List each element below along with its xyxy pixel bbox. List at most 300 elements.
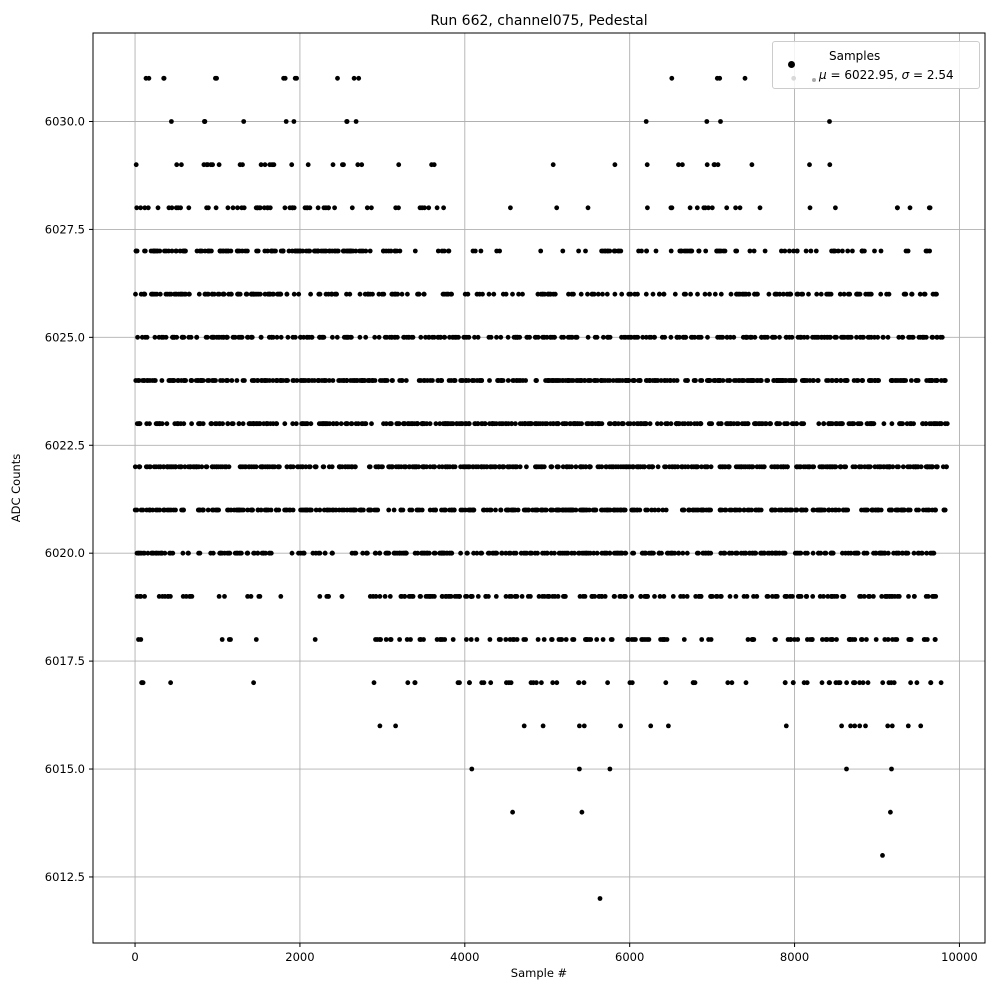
- scatter-point: [856, 551, 861, 556]
- scatter-point: [914, 378, 919, 383]
- scatter-point: [725, 680, 730, 685]
- scatter-point: [811, 551, 816, 556]
- scatter-point: [699, 594, 704, 599]
- scatter-point: [291, 378, 296, 383]
- scatter-point: [686, 421, 691, 426]
- scatter-point: [555, 464, 560, 469]
- scatter-point: [928, 205, 933, 210]
- x-tick-label: 6000: [615, 950, 645, 964]
- scatter-point: [644, 335, 649, 340]
- scatter-point: [582, 378, 587, 383]
- scatter-point: [565, 378, 570, 383]
- scatter-point: [769, 464, 774, 469]
- scatter-point: [580, 810, 585, 815]
- scatter-point: [578, 378, 583, 383]
- scatter-point: [386, 464, 391, 469]
- scatter-point: [570, 508, 575, 513]
- scatter-point: [369, 421, 374, 426]
- scatter-point: [389, 249, 394, 254]
- scatter-point: [647, 378, 652, 383]
- scatter-point: [833, 205, 838, 210]
- scatter-point: [579, 508, 584, 513]
- scatter-point: [696, 551, 701, 556]
- scatter-point: [550, 680, 555, 685]
- scatter-point: [459, 508, 464, 513]
- scatter-point: [821, 594, 826, 599]
- scatter-point: [499, 421, 504, 426]
- scatter-point: [534, 421, 539, 426]
- scatter-point: [134, 162, 139, 167]
- scatter-point: [659, 378, 664, 383]
- scatter-point: [734, 464, 739, 469]
- scatter-point: [612, 249, 617, 254]
- scatter-point: [421, 464, 426, 469]
- scatter-point: [436, 249, 441, 254]
- scatter-point: [226, 421, 231, 426]
- scatter-point: [693, 464, 698, 469]
- scatter-point: [181, 508, 186, 513]
- scatter-point: [638, 421, 643, 426]
- scatter-point: [696, 335, 701, 340]
- scatter-point: [172, 421, 177, 426]
- scatter-point: [734, 594, 739, 599]
- scatter-point: [236, 335, 241, 340]
- scatter-point: [868, 292, 873, 297]
- scatter-point: [325, 508, 330, 513]
- scatter-point: [339, 421, 344, 426]
- scatter-point: [619, 551, 624, 556]
- scatter-point: [304, 249, 309, 254]
- scatter-point: [281, 76, 286, 81]
- scatter-point: [575, 335, 580, 340]
- scatter-point: [933, 508, 938, 513]
- scatter-point: [561, 335, 566, 340]
- scatter-point: [511, 637, 516, 642]
- scatter-point: [803, 508, 808, 513]
- scatter-point: [235, 378, 240, 383]
- scatter-point: [254, 637, 259, 642]
- scatter-point: [897, 551, 902, 556]
- scatter-point: [921, 421, 926, 426]
- scatter-point: [203, 249, 208, 254]
- scatter-point: [313, 637, 318, 642]
- scatter-point: [906, 508, 911, 513]
- scatter-point: [759, 378, 764, 383]
- scatter-point: [590, 292, 595, 297]
- scatter-point: [337, 464, 342, 469]
- scatter-point: [723, 249, 728, 254]
- scatter-point: [350, 551, 355, 556]
- scatter-point: [475, 378, 480, 383]
- scatter-point: [534, 680, 539, 685]
- chart-title: Run 662, channel075, Pedestal: [430, 13, 648, 29]
- scatter-point: [353, 249, 358, 254]
- scatter-point: [598, 896, 603, 901]
- scatter-point: [743, 464, 748, 469]
- scatter-point: [806, 292, 811, 297]
- scatter-point: [197, 292, 202, 297]
- scatter-point: [886, 335, 891, 340]
- scatter-point: [324, 594, 329, 599]
- scatter-point: [812, 335, 817, 340]
- scatter-point: [754, 508, 759, 513]
- scatter-point: [164, 249, 169, 254]
- scatter-point: [508, 205, 513, 210]
- scatter-point: [669, 76, 674, 81]
- scatter-point: [197, 421, 202, 426]
- scatter-point: [688, 292, 693, 297]
- scatter-point: [142, 378, 147, 383]
- scatter-point: [699, 464, 704, 469]
- scatter-point: [863, 292, 868, 297]
- scatter-point: [679, 249, 684, 254]
- scatter-point: [698, 508, 703, 513]
- scatter-point: [924, 464, 929, 469]
- scatter-point: [528, 551, 533, 556]
- scatter-point: [416, 292, 421, 297]
- scatter-point: [266, 464, 271, 469]
- scatter-point: [134, 249, 139, 254]
- scatter-point: [378, 594, 383, 599]
- scatter-point: [418, 594, 423, 599]
- scatter-point: [463, 335, 468, 340]
- scatter-point: [196, 551, 201, 556]
- scatter-point: [783, 680, 788, 685]
- scatter-point: [200, 508, 205, 513]
- scatter-point: [683, 335, 688, 340]
- scatter-point: [890, 724, 895, 729]
- scatter-point: [403, 464, 408, 469]
- x-tick-label: 10000: [941, 950, 978, 964]
- scatter-point: [476, 594, 481, 599]
- scatter-point: [545, 335, 550, 340]
- scatter-point: [506, 378, 511, 383]
- scatter-point: [855, 292, 860, 297]
- scatter-point: [470, 464, 475, 469]
- scatter-point: [302, 551, 307, 556]
- scatter-point: [719, 508, 724, 513]
- scatter-point: [805, 464, 810, 469]
- scatter-point: [326, 205, 331, 210]
- scatter-point: [534, 378, 539, 383]
- scatter-point: [733, 205, 738, 210]
- scatter-point: [263, 551, 268, 556]
- scatter-point: [229, 378, 234, 383]
- scatter-point: [889, 508, 894, 513]
- scatter-point: [263, 162, 268, 167]
- scatter-point: [709, 464, 714, 469]
- scatter-point: [505, 508, 510, 513]
- scatter-point: [638, 464, 643, 469]
- scatter-point: [296, 464, 301, 469]
- scatter-point: [279, 335, 284, 340]
- scatter-point: [805, 378, 810, 383]
- scatter-point: [376, 464, 381, 469]
- scatter-point: [645, 162, 650, 167]
- scatter-point: [469, 637, 474, 642]
- scatter-point: [498, 637, 503, 642]
- scatter-point: [704, 119, 709, 124]
- x-tick-label: 4000: [450, 950, 480, 964]
- scatter-point: [418, 637, 423, 642]
- scatter-point: [626, 421, 631, 426]
- scatter-point: [622, 335, 627, 340]
- scatter-point: [916, 551, 921, 556]
- scatter-point: [654, 249, 659, 254]
- scatter-point: [856, 378, 861, 383]
- scatter-point: [644, 249, 649, 254]
- scatter-point: [289, 162, 294, 167]
- scatter-point: [476, 421, 481, 426]
- scatter-point: [205, 378, 210, 383]
- scatter-point: [150, 378, 155, 383]
- scatter-point: [572, 421, 577, 426]
- scatter-point: [509, 680, 514, 685]
- scatter-point: [436, 335, 441, 340]
- y-tick-label: 6027.5: [44, 222, 85, 237]
- scatter-point: [515, 637, 520, 642]
- scatter-point: [864, 508, 869, 513]
- scatter-point: [322, 421, 327, 426]
- scatter-point: [653, 378, 658, 383]
- scatter-point: [256, 508, 261, 513]
- scatter-point: [384, 637, 389, 642]
- scatter-point: [239, 508, 244, 513]
- scatter-point: [501, 378, 506, 383]
- scatter-point: [195, 249, 200, 254]
- scatter-point: [536, 637, 541, 642]
- scatter-point: [533, 551, 538, 556]
- scatter-point: [682, 292, 687, 297]
- scatter-point: [859, 464, 864, 469]
- scatter-point: [659, 551, 664, 556]
- scatter-point: [599, 249, 604, 254]
- scatter-point: [635, 508, 640, 513]
- scatter-point: [137, 378, 142, 383]
- scatter-point: [408, 594, 413, 599]
- scatter-point: [400, 292, 405, 297]
- scatter-point: [827, 162, 832, 167]
- scatter-point: [930, 335, 935, 340]
- scatter-point: [392, 508, 397, 513]
- scatter-point: [599, 464, 604, 469]
- scatter-point: [896, 335, 901, 340]
- scatter-point: [924, 594, 929, 599]
- scatter-point: [586, 335, 591, 340]
- scatter-point: [838, 378, 843, 383]
- scatter-point: [349, 464, 354, 469]
- scatter-point: [354, 119, 359, 124]
- scatter-point: [789, 378, 794, 383]
- scatter-point: [404, 378, 409, 383]
- scatter-point: [471, 551, 476, 556]
- scatter-point: [186, 205, 191, 210]
- scatter-point: [718, 119, 723, 124]
- scatter-point: [483, 421, 488, 426]
- scatter-point: [613, 162, 618, 167]
- scatter-point: [811, 508, 816, 513]
- scatter-point: [887, 292, 892, 297]
- scatter-point: [399, 594, 404, 599]
- scatter-point: [346, 249, 351, 254]
- scatter-point: [189, 421, 194, 426]
- scatter-point: [814, 249, 819, 254]
- scatter-point: [432, 464, 437, 469]
- scatter-point: [511, 464, 516, 469]
- scatter-point: [205, 464, 210, 469]
- scatter-point: [624, 464, 629, 469]
- scatter-point: [553, 594, 558, 599]
- scatter-point: [590, 594, 595, 599]
- scatter-point: [449, 292, 454, 297]
- scatter-point: [239, 205, 244, 210]
- scatter-point: [389, 637, 394, 642]
- scatter-point: [186, 551, 191, 556]
- scatter-point: [407, 335, 412, 340]
- scatter-point: [535, 464, 540, 469]
- scatter-point: [457, 680, 462, 685]
- y-tick-label: 6012.5: [44, 869, 85, 884]
- scatter-point: [529, 680, 534, 685]
- scatter-point: [681, 508, 686, 513]
- y-axis-label: ADC Counts: [9, 453, 23, 523]
- scatter-point: [262, 249, 267, 254]
- scatter-point: [539, 680, 544, 685]
- scatter-point: [344, 421, 349, 426]
- scatter-point: [895, 594, 900, 599]
- scatter-point: [396, 464, 401, 469]
- scatter-point: [521, 378, 526, 383]
- scatter-point: [868, 378, 873, 383]
- scatter-point: [349, 421, 354, 426]
- scatter-point: [296, 292, 301, 297]
- scatter-point: [428, 378, 433, 383]
- scatter-point: [133, 508, 138, 513]
- scatter-point: [791, 680, 796, 685]
- scatter-point: [918, 724, 923, 729]
- scatter-point: [814, 292, 819, 297]
- scatter-point: [224, 249, 229, 254]
- scatter-point: [582, 724, 587, 729]
- scatter-point: [463, 292, 468, 297]
- scatter-point: [499, 551, 504, 556]
- scatter-point: [718, 464, 723, 469]
- scatter-point: [356, 76, 361, 81]
- scatter-point: [738, 205, 743, 210]
- scatter-point: [579, 292, 584, 297]
- scatter-point: [249, 292, 254, 297]
- scatter-point: [708, 421, 713, 426]
- scatter-point: [864, 637, 869, 642]
- scatter-point: [413, 551, 418, 556]
- scatter-point: [872, 249, 877, 254]
- scatter-point: [625, 637, 630, 642]
- scatter-point: [498, 335, 503, 340]
- scatter-point: [144, 464, 149, 469]
- scatter-point: [819, 508, 824, 513]
- scatter-point: [251, 378, 256, 383]
- scatter-point: [837, 508, 842, 513]
- y-tick-label: 6025.0: [44, 330, 85, 345]
- scatter-point: [372, 335, 377, 340]
- scatter-point: [222, 292, 227, 297]
- scatter-point: [631, 421, 636, 426]
- scatter-point: [850, 421, 855, 426]
- scatter-point: [305, 335, 310, 340]
- scatter-point: [652, 508, 657, 513]
- scatter-point: [867, 464, 872, 469]
- scatter-point: [497, 249, 502, 254]
- scatter-point: [360, 551, 365, 556]
- scatter-point: [922, 335, 927, 340]
- scatter-point: [590, 421, 595, 426]
- scatter-point: [784, 335, 789, 340]
- scatter-point: [774, 378, 779, 383]
- scatter-point: [840, 249, 845, 254]
- scatter-point: [188, 464, 193, 469]
- scatter-point: [365, 205, 370, 210]
- scatter-point: [335, 76, 340, 81]
- scatter-point: [189, 378, 194, 383]
- scatter-point: [666, 724, 671, 729]
- scatter-point: [157, 508, 162, 513]
- scatter-point: [556, 421, 561, 426]
- scatter-point: [912, 594, 917, 599]
- scatter-point: [241, 378, 246, 383]
- scatter-point: [241, 119, 246, 124]
- scatter-point: [359, 162, 364, 167]
- scatter-point: [217, 594, 222, 599]
- scatter-point: [135, 335, 140, 340]
- scatter-point: [144, 421, 149, 426]
- scatter-point: [784, 421, 789, 426]
- scatter-point: [613, 421, 618, 426]
- scatter-point: [215, 508, 220, 513]
- scatter-point: [317, 508, 322, 513]
- scatter-point: [890, 421, 895, 426]
- legend: [772, 41, 980, 89]
- scatter-point: [853, 464, 858, 469]
- scatter-point: [393, 724, 398, 729]
- scatter-point: [467, 421, 472, 426]
- scatter-point: [394, 421, 399, 426]
- mu-symbol: μ: [819, 68, 827, 82]
- scatter-point: [895, 205, 900, 210]
- scatter-point: [564, 637, 569, 642]
- scatter-point: [324, 292, 329, 297]
- scatter-point: [773, 637, 778, 642]
- scatter-point: [821, 421, 826, 426]
- scatter-point: [340, 594, 345, 599]
- scatter-point: [308, 508, 313, 513]
- scatter-point: [237, 421, 242, 426]
- scatter-point: [618, 724, 623, 729]
- scatter-point: [476, 335, 481, 340]
- scatter-point: [893, 637, 898, 642]
- scatter-point: [803, 551, 808, 556]
- scatter-point: [368, 594, 373, 599]
- scatter-point: [366, 292, 371, 297]
- scatter-point: [766, 594, 771, 599]
- scatter-point: [860, 378, 865, 383]
- scatter-point: [630, 551, 635, 556]
- scatter-point: [235, 205, 240, 210]
- scatter-point: [269, 249, 274, 254]
- scatter-point: [194, 335, 199, 340]
- scatter-point: [415, 421, 420, 426]
- scatter-point: [179, 378, 184, 383]
- scatter-point: [284, 378, 289, 383]
